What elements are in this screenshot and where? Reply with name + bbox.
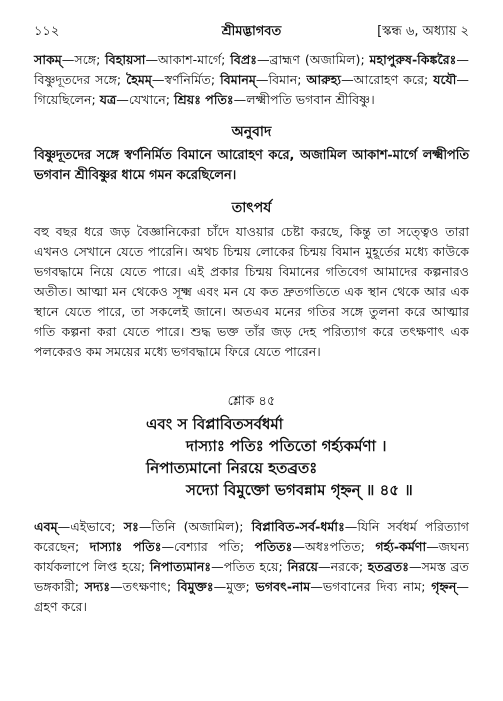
synonym-word: হতব্রতঃ [367, 559, 409, 574]
synonym-meaning: —ভগবানের দিব্য নাম; [310, 579, 432, 594]
synonym-meaning: —সমস্ত ব্রত ভঙ্গকারী; [34, 559, 469, 594]
synonym-word: ভগবৎ-নাম [255, 579, 311, 594]
synonym-word: সদ্যঃ [84, 579, 111, 594]
verse-line-4: সদ্যো বিমুক্তো ভগবন্নাম গৃহ্নন্ ॥ ৪৫ ॥ [186, 481, 413, 499]
verse-label: শ্লোক ৪৫ [227, 394, 276, 409]
verse-line-2: দাস্যাঃ পতিঃ পতিতো গর্হ্যকর্মণা । [186, 437, 387, 455]
book-title: শ্রীমদ্ভাগবত [221, 24, 282, 39]
synonym-word: বিহায়সা [105, 52, 146, 67]
synonym-meaning: —যেখানে; [116, 92, 175, 107]
synonym-word: মহাপুরুষ-কিঙ্করৈঃ [369, 52, 457, 67]
synonyms-block-2 [34, 517, 469, 617]
synonym-word: বিপ্লাবিত-সর্ব-ধর্মাঃ [251, 519, 345, 534]
synonym-meaning: —তৎক্ষণাৎ; [110, 579, 178, 594]
synonym-meaning: —সঙ্গে; [61, 52, 106, 67]
synonym-word: নিপাত্যমানঃ [149, 559, 212, 574]
verse-line-3: নিপাত্যমানো নিরয়ে হতব্রতঃ [146, 459, 318, 477]
synonym-meaning: —স্বর্ণনির্মিত; [151, 72, 221, 87]
synonym-word: আরুহ্য [306, 72, 342, 87]
synonym-word: বিমানম্ [220, 72, 256, 87]
purport-heading: তাৎপর্য [231, 200, 272, 216]
translation-text: বিষ্ণুদূতদের সঙ্গে স্বর্ণনির্মিত বিমানে আরোহণ করে, অজামিল আকাশ-মার্গে লক্ষ্মীপতি ভগবান শ্রীবিষ্ণুর ধামে গমন করেছিলেন। [34, 148, 469, 183]
synonym-word: নিরয়ে [287, 559, 318, 574]
synonym-meaning: —আরোহণ করে; [341, 72, 434, 87]
synonym-meaning: —যিনি সর্বধর্ম পরিত্যাগ করেছেন; [34, 519, 470, 554]
synonym-meaning: —তিনি (অজামিল); [138, 519, 252, 534]
synonym-word: হৈমম্ [126, 72, 152, 87]
verse-line-1: এবং স বিপ্লাবিতসর্বধর্মা [146, 415, 284, 433]
synonym-meaning: —বেশ্যার পতি; [161, 539, 255, 554]
synonym-word: সাকম্ [34, 52, 62, 67]
page-header [34, 22, 469, 44]
synonym-meaning: —অধঃপতিত; [292, 539, 376, 554]
synonym-meaning: —মুক্ত; [213, 579, 256, 594]
synonym-word: এবম্ [34, 519, 58, 534]
synonym-meaning: —এইভাবে; [57, 519, 124, 534]
synonym-meaning: —ব্রাহ্মণ (অজামিল); [256, 52, 370, 67]
synonym-word: পতিতঃ [254, 539, 293, 554]
synonym-word: বিপ্রঃ [230, 52, 257, 67]
synonym-word: সঃ [123, 519, 139, 534]
synonym-meaning: —আকাশ-মার্গে; [145, 52, 231, 67]
section-label: [স্কন্ধ ৬, অধ্যায় ২ [377, 24, 469, 39]
synonym-meaning: —গিয়েছিলেন; [34, 72, 469, 107]
synonym-word: গৃহ্নন্ [431, 579, 457, 594]
synonym-meaning: —নরকে; [317, 559, 368, 574]
synonym-meaning: —বিষ্ণুদূতদের সঙ্গে; [34, 52, 469, 87]
synonyms-block [34, 50, 469, 110]
synonym-word: শ্রিয়ঃ পতিঃ [174, 92, 234, 107]
purport-text: বহু বছর ধরে জড় বৈজ্ঞানিকেরা চাঁদে যাওয়ার চেষ্টা করছে, কিন্তু তা সত্ত্বেও তারা এখনও সেখানে যেতে পারেনি। অথচ চিন্ময় লোকের চিন্ময় বিমান মুহূর্তের মধ্যে কাউকে ভগবদ্ধামে নিয়ে যেতে পারে। এই প্রকার চিন্ময় বিমানের গতিবেগ আমাদের কল্পনারও অতীত। আত্মা মন থেকেও সূক্ষ্ম এবং মন যে কত দ্রুতগতিতে এক স্থান থেকে আর এক স্থানে যেতে পারে, তা সকলেই জানে। অতএব মনের গতির সঙ্গে তুলনা করে আত্মার গতি কল্পনা করা যেতে পারে। শুদ্ধ ভক্ত তাঁর জড় দেহ পরিত্যাগ করে তৎক্ষণাৎ এক পলকেরও কম সময়ের মধ্যে ভগবদ্ধামে ফিরে যেতে পারেন। [34, 224, 469, 359]
synonym-word: গর্হ্য-কর্মণা [375, 539, 427, 554]
synonym-meaning: —গ্রহণ করে। [34, 579, 469, 614]
synonym-word: দাস্যাঃ পতিঃ [89, 539, 162, 554]
synonym-word: বিমুক্তঃ [177, 579, 214, 594]
synonym-meaning: —পতিত হয়ে; [211, 559, 288, 574]
synonym-meaning: —লক্ষ্মীপতি ভগবান শ্রীবিষ্ণু। [233, 92, 375, 107]
synonym-word: যযৌ [433, 72, 457, 87]
verse-block [34, 413, 469, 501]
synonym-meaning: —বিমান; [255, 72, 307, 87]
translation-heading: অনুবাদ [231, 124, 272, 140]
page-number: ১১২ [34, 24, 60, 39]
synonym-word: যত্র [99, 92, 117, 107]
synonym-meaning: —জঘন্য কার্যকলাপে লিপ্ত হয়ে; [34, 539, 469, 574]
